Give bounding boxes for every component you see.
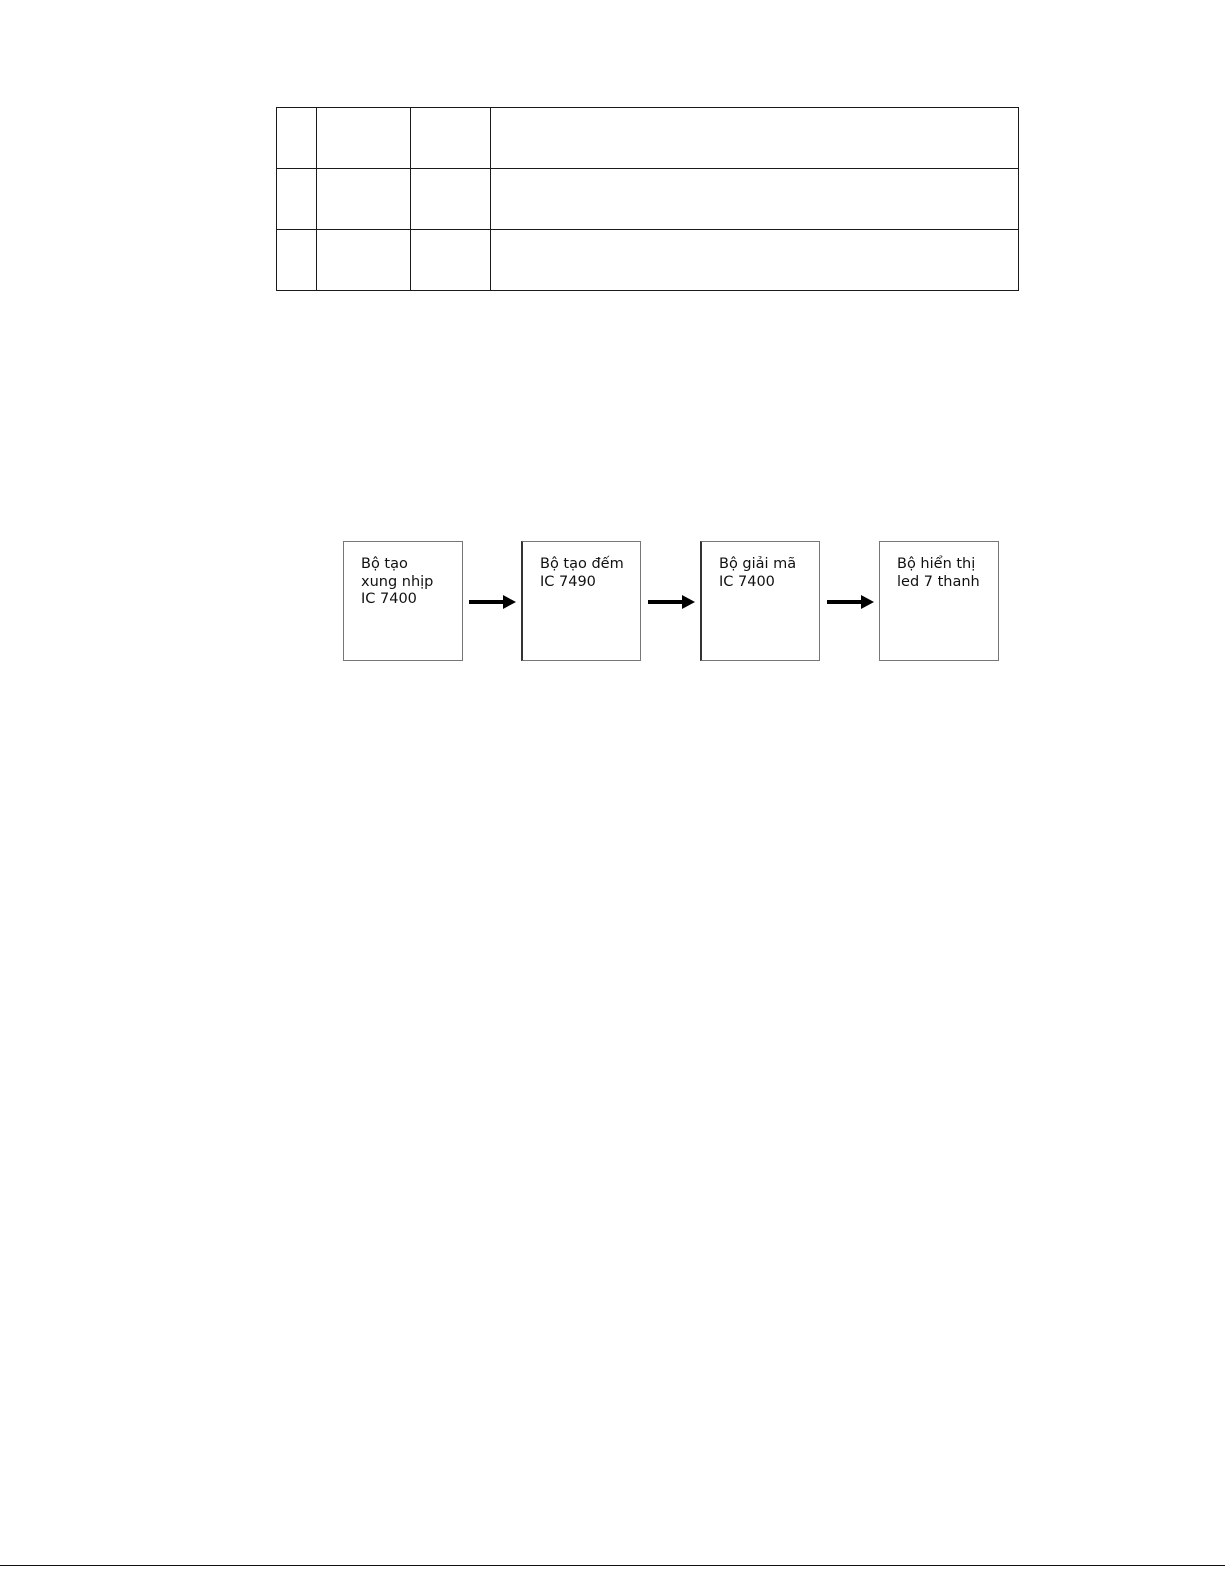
data-table: [276, 107, 1019, 291]
block-label-line: Bộ giải mã: [719, 556, 797, 572]
table-cell: [317, 169, 411, 230]
table-cell: [491, 169, 1019, 230]
block-label-line: xung nhịp: [361, 573, 434, 590]
table-cell: [491, 108, 1019, 169]
table-cell: [317, 230, 411, 291]
right-arrow-icon: [469, 592, 517, 612]
block-label-line: led 7 thanh: [897, 573, 980, 590]
block-decoder: [700, 541, 820, 661]
table-cell: [491, 230, 1019, 291]
block-counter: [521, 541, 641, 661]
table-row: [277, 108, 1019, 169]
right-arrow-icon: [648, 592, 696, 612]
table-cell: [277, 169, 317, 230]
table-cell: [277, 108, 317, 169]
right-arrow-icon: [827, 592, 875, 612]
table-row: [277, 230, 1019, 291]
table-cell: [277, 230, 317, 291]
page-bottom-rule: [0, 1565, 1225, 1566]
block-label-line: IC 7400: [361, 591, 417, 607]
block-label-line: Bộ tạo đếm: [540, 556, 624, 572]
block-label-line: Bộ hiển thị: [897, 556, 976, 572]
block-seven-segment-display: [879, 541, 999, 661]
table-cell: [411, 230, 491, 291]
block-label-line: IC 7490: [540, 573, 596, 590]
block-clock-generator: [343, 541, 463, 661]
table-cell: [317, 108, 411, 169]
table-row: [277, 169, 1019, 230]
table-cell: [411, 169, 491, 230]
block-label-line: Bộ tạo: [361, 556, 408, 572]
table-cell: [411, 108, 491, 169]
block-label-line: IC 7400: [719, 573, 775, 590]
